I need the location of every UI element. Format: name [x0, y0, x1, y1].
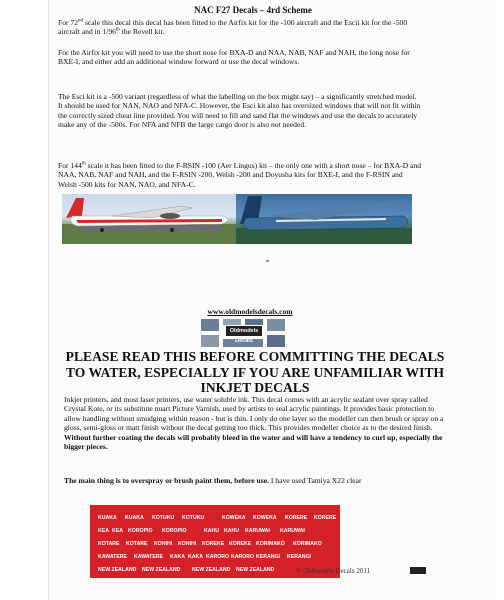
decal-name: KAWATERE	[134, 554, 164, 560]
overspray-note: The main thing is to overspray or brush paint them, before use. I have used Tamiya X22 clear	[64, 476, 362, 485]
decal-name: KERANGI	[287, 554, 311, 560]
decal-name: KAKA	[188, 554, 203, 560]
aircraft-photos	[62, 194, 412, 244]
decal-name: KAKA	[170, 554, 185, 560]
decal-name: KOTUKU	[152, 515, 175, 521]
aircraft-blue-image	[236, 194, 412, 244]
scan-speck	[266, 260, 269, 262]
decal-name: KAHU	[224, 528, 239, 534]
logo-thumb-7	[266, 334, 286, 348]
decal-name: KERANGI	[256, 554, 280, 560]
aircraft-photo-red	[62, 194, 236, 244]
warning-heading: PLEASE READ THIS BEFORE COMMITTING THE DECALS TO WATER, ESPECIALLY IF YOU ARE UNFAMILIAR WITH INKJET DECALS	[65, 349, 445, 395]
decal-row	[90, 512, 340, 524]
decal-name: NEW ZEALAND	[236, 567, 275, 573]
logo-thumb-2	[222, 318, 242, 326]
decal-name: KOTUKU	[182, 515, 205, 521]
paragraph-esci-kit: The Esci kit is a -500 variant (regardless of what the labelling on the box might say) – a significantly stretched model. It should be used for NAN, NAO and NFA-C. However, the Esci kit also has oversized windows that will not fit within the correctly sized cheat line provided. You will need to fill and sand flat the windows and use the decals to accurately make any of the -500s. For NFA and NFB the large cargo door is also not needed.	[58, 92, 421, 130]
oldmodels-logo	[200, 318, 286, 348]
page-title: NAC F27 Decals – 4rd Scheme	[194, 5, 312, 15]
copyright-mark	[410, 567, 426, 574]
decal-name: KORIMAKO	[293, 541, 322, 547]
logo-text: Oldmodels Decals	[226, 326, 262, 336]
decal-name: KORERE	[314, 515, 337, 521]
decal-name: KOHIHI	[178, 541, 197, 547]
decal-row	[90, 538, 340, 550]
paragraph-airfix-kit: For the Airfix kit you will need to use the short nose for BXA-D and NAA, NAB, NAF and NAH, the long nose for BXE-I, and either add an additional window forward or use the decal windows.	[58, 48, 410, 67]
decal-name: KOTARE	[126, 541, 148, 547]
paragraph-scale-72: For 72nd scale this decal this decal has been fitted to the Airfix kit for the -100 aircraft and the Escii kit for the -500 aircraft and in 1/96th the Revell kit.	[58, 18, 408, 37]
paragraph-scale-144: For 144th scale it has been fitted to the F-RSIN -100 (Aer Lingus) kit – the only one with a short nose – for BXA-D and NAA, NAB, NAF and NAH, and the F-RSIN -200, Welsh -200 and Doyusha kits for BXE-I, and the F-RSIN and Welsh -500 kits for NAN, NAO, and NFA-C.	[58, 161, 422, 189]
decal-name: KUAKA	[125, 515, 144, 521]
logo-thumb-5	[200, 334, 220, 348]
decal-name: KOROPIO	[128, 528, 153, 534]
decal-row	[90, 525, 340, 537]
decal-name: KARUWAI	[245, 528, 270, 534]
logo-thumb-3	[244, 318, 264, 326]
decal-name: KOWEKA	[253, 515, 277, 521]
decal-name: KARORO	[231, 554, 255, 560]
decal-name: KOWEKA	[222, 515, 246, 521]
decal-name: KORERE	[285, 515, 308, 521]
decal-name: KARUWAI	[280, 528, 305, 534]
decal-name: KAWATERE	[98, 554, 128, 560]
decal-name: NEW ZEALAND	[192, 567, 231, 573]
decal-name: KAHU	[204, 528, 219, 534]
decal-name: KUAKA	[98, 515, 117, 521]
decal-row	[90, 551, 340, 563]
logo-thumb-1	[200, 318, 220, 332]
decal-name: KOREKE	[229, 541, 252, 547]
website-link[interactable]: www.oldmodelsdecals.com	[207, 307, 293, 316]
logo-thumb-4	[266, 318, 286, 332]
aircraft-photo-blue	[236, 194, 412, 244]
decal-name: KARORO	[206, 554, 230, 560]
decal-name: KEA	[98, 528, 109, 534]
inkjet-instructions: Inkjet printers, and most laser printers, use water soluble ink. This decal comes with an acrylic sealant over spray called Crystal Kote, or its substitute nuart Picture Varnish, used by artists to seal acrylic paintings. It provides basic protection to allow handling without smudging within reason - but is thin. I only do one layer so the modeller can then brush or spray on a gloss, semi-gloss or matt finish without the decal getting too thick. This provides modeller choice as to the desired finish. Without further coating the decals will probably bleed in the water and will have a tendency to curl up, especially the bigger pieces.	[64, 395, 444, 452]
copyright-notice: © Oldmodels Decals 2011	[296, 567, 371, 575]
decal-name: KOTARE	[98, 541, 120, 547]
aircraft-red-image	[62, 194, 236, 244]
decal-name: KEA	[112, 528, 123, 534]
decal-name: NEW ZEALAND	[142, 567, 181, 573]
decal-name: KOREKE	[202, 541, 225, 547]
decal-name: KORIMAKO	[256, 541, 285, 547]
decal-name: NEW ZEALAND	[98, 567, 137, 573]
decal-name: KOHIHI	[154, 541, 173, 547]
decal-name: KOROPIO	[162, 528, 187, 534]
